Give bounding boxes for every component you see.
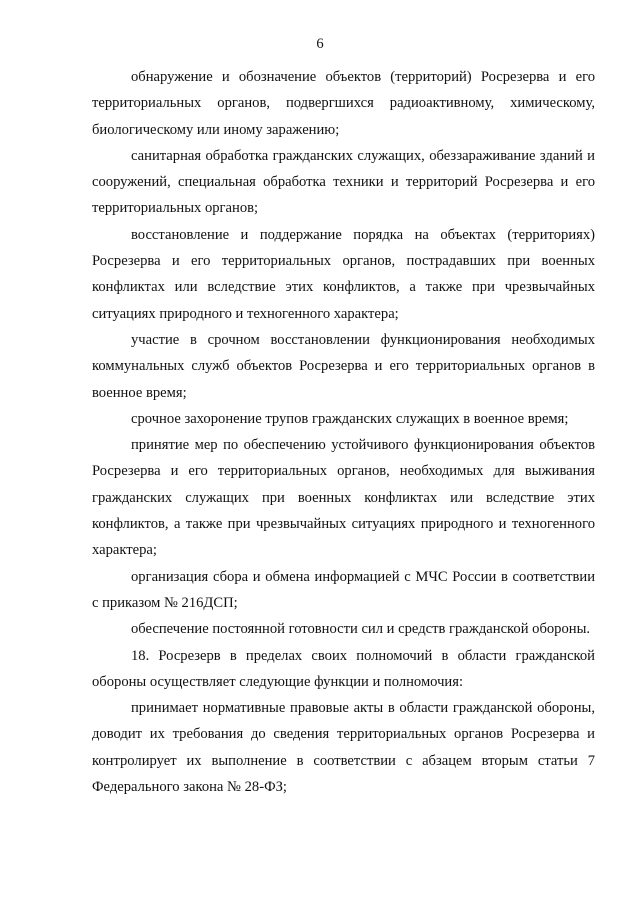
paragraph-detection-contamination: обнаружение и обозначение объектов (территорий) Росрезерва и его территориальных органов, подвергшихся радиоактивному, химическому, биологическому или иному заражению;	[92, 69, 595, 138]
paragraph-readiness: обеспечение постоянной готовности сил и средств гражданской обороны.	[131, 621, 591, 638]
paragraph-sanitary-treatment: санитарная обработка гражданских служащих, обеззараживание зданий и сооружений, специальная обработка техники и территорий Росрезерва и его территориальных органов;	[92, 147, 595, 217]
page-number: 6	[316, 36, 324, 52]
paragraph-order-restoration: восстановление и поддержание порядка на объектах (территориях) Росрезерва и его территориальных органов, пострадавших при военных конфликтах или вследствие этих конфликтов, а также при чрезвычайных ситуациях природного и техногенного характера;	[92, 226, 595, 322]
paragraph-item-18: 18. Росрезерв в пределах своих полномочий в области гражданской обороны осуществляет следующие функции и полномочия:	[92, 647, 595, 690]
paragraph-information-exchange: организация сбора и обмена информацией с МЧС России в соответствии с приказом № 216ДСП;	[92, 568, 595, 611]
paragraph-normative-acts: принимает нормативные правовые акты в области гражданской обороны, доводит их требования до сведения территориальных органов Росрезерва и контролирует их выполнение в соответствии с абзацем вторым статьи 7 Федерального закона № 28-ФЗ;	[92, 700, 595, 796]
paragraph-utility-restoration: участие в срочном восстановлении функционирования необходимых коммунальных служб объектов Росрезерва и его территориальных органов в военное время;	[92, 331, 595, 401]
paragraph-sustainable-functioning: принятие мер по обеспечению устойчивого функционирования объектов Росрезерва и его территориальных органов, необходимых для выживания гражданских служащих при военных конфликтах или вследствие этих конфликтов, а также при чрезвычайных ситуациях природного и техногенного характера;	[92, 437, 595, 559]
paragraph-burial: срочное захоронение трупов гражданских служащих в военное время;	[131, 410, 569, 427]
document-body	[92, 64, 595, 800]
